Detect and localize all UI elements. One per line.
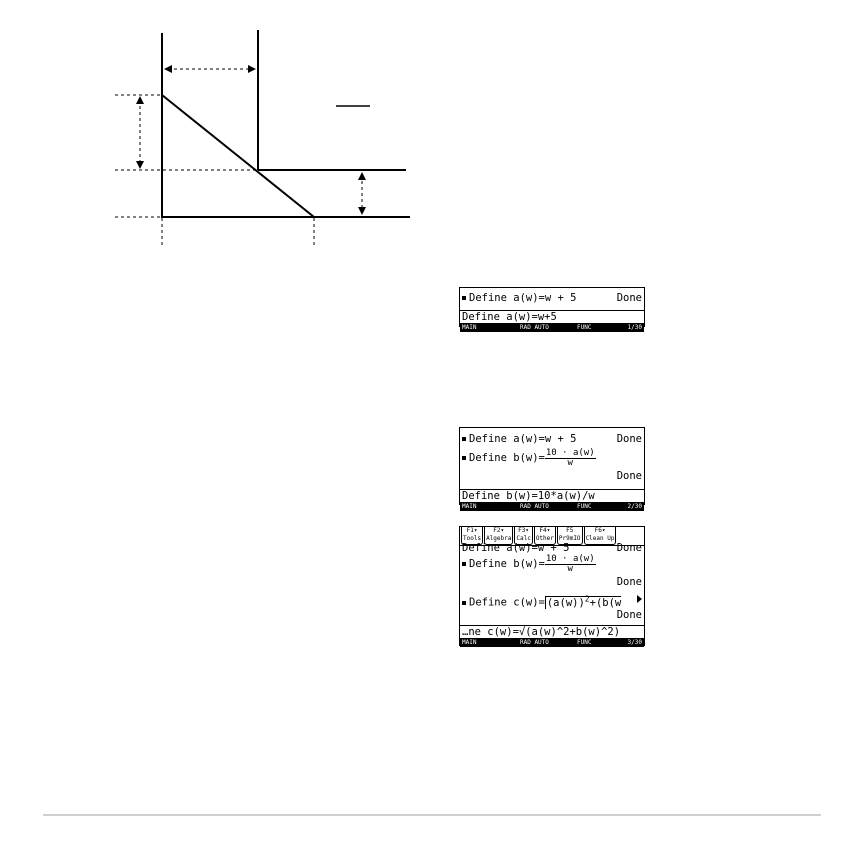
status-bar bbox=[460, 503, 644, 511]
status-bar bbox=[460, 639, 644, 647]
bullet-icon bbox=[462, 296, 466, 300]
sqrt-expression bbox=[545, 596, 621, 609]
diagonal-line bbox=[162, 95, 314, 217]
status-mode: MAIN bbox=[462, 324, 477, 331]
history-result: Done bbox=[616, 576, 642, 588]
history-prefix: Define b(w)= bbox=[469, 558, 545, 570]
arrowhead-left-up bbox=[136, 96, 144, 104]
status-bar bbox=[460, 324, 644, 332]
status-angle: RAD AUTO bbox=[520, 639, 549, 646]
tab-key: F1▾ bbox=[466, 527, 478, 534]
status-angle: RAD AUTO bbox=[520, 503, 549, 510]
status-angle: RAD AUTO bbox=[520, 324, 549, 331]
bullet-icon bbox=[462, 562, 466, 566]
tab-key: F3▾ bbox=[518, 527, 529, 534]
scroll-right-icon[interactable] bbox=[637, 595, 642, 603]
status-graph: FUNC bbox=[577, 503, 592, 510]
history-result: Done bbox=[616, 433, 642, 445]
history-row-a bbox=[460, 433, 644, 446]
history-prefix: Define c(w)= bbox=[469, 596, 545, 609]
entry-line[interactable]: Define b(w)=10*a(w)/w bbox=[460, 489, 644, 503]
tab-key: F2▾ bbox=[493, 527, 505, 534]
fraction-denominator: w bbox=[567, 457, 573, 468]
fraction-denominator: w bbox=[567, 563, 573, 574]
history-row-b bbox=[460, 446, 644, 470]
history-result-row bbox=[460, 609, 644, 622]
tab-label: Calc bbox=[516, 535, 531, 542]
status-count: 3/30 bbox=[627, 639, 642, 646]
fraction bbox=[545, 555, 596, 574]
history-row bbox=[460, 292, 644, 305]
status-count: 1/30 bbox=[627, 324, 642, 331]
tab-label: Algebra bbox=[486, 535, 512, 542]
history-prefix: Define b(w)= bbox=[469, 452, 545, 464]
fraction bbox=[545, 449, 596, 468]
fraction-numerator: 10 · a(w) bbox=[545, 447, 595, 458]
entry-line[interactable]: Define a(w)=w+5 bbox=[460, 310, 644, 324]
history-row-b bbox=[460, 552, 644, 576]
bottom-divider bbox=[43, 814, 821, 816]
history-result: Done bbox=[616, 292, 642, 304]
tab-key: F6▾ bbox=[594, 527, 606, 534]
fraction-numerator: 10 · a(w) bbox=[545, 553, 595, 564]
entry-line[interactable]: …ne c(w)=√(a(w)^2+b(w)^2) bbox=[460, 625, 644, 639]
tab-label: Other bbox=[535, 535, 554, 542]
tab-label: Pr9mIO bbox=[558, 535, 581, 542]
tab-key: F4▾ bbox=[539, 527, 551, 534]
arrowhead-right-down bbox=[358, 207, 366, 215]
history-result: Done bbox=[616, 542, 642, 554]
arrowhead-left-down bbox=[136, 161, 144, 169]
status-mode: MAIN bbox=[462, 639, 477, 646]
calculator-screen-2 bbox=[459, 427, 645, 510]
geometry-diagram bbox=[0, 0, 864, 260]
bullet-icon bbox=[462, 456, 466, 460]
arrowhead-top-left bbox=[164, 65, 172, 73]
status-count: 2/30 bbox=[627, 503, 642, 510]
tab-label: Tools bbox=[463, 535, 482, 542]
history-result-row bbox=[460, 576, 644, 589]
history-result-row bbox=[460, 470, 644, 483]
history-text: Define a(w)=w + 5 bbox=[469, 433, 577, 445]
tab-label: Clean Up bbox=[585, 535, 615, 542]
status-mode: MAIN bbox=[462, 503, 477, 510]
exponent: 2 bbox=[584, 594, 590, 603]
status-graph: FUNC bbox=[577, 324, 592, 331]
tab-key: F5 bbox=[566, 527, 574, 534]
history-result: Done bbox=[616, 470, 642, 482]
calculator-screen-3 bbox=[459, 526, 645, 646]
sqrt-rest: +(b(w bbox=[589, 596, 622, 609]
arrowhead-right-up bbox=[358, 172, 366, 180]
tab-clean-up[interactable] bbox=[584, 527, 617, 545]
history-text: Define a(w)=w + 5 bbox=[469, 292, 577, 304]
status-graph: FUNC bbox=[577, 639, 592, 646]
history-row-c bbox=[460, 589, 644, 609]
bullet-icon bbox=[462, 601, 466, 605]
arrowhead-top-right bbox=[248, 65, 256, 73]
sqrt-term: (a(w)) bbox=[546, 596, 585, 609]
bullet-icon bbox=[462, 437, 466, 441]
history-result: Done bbox=[616, 609, 642, 621]
calculator-screen-1 bbox=[459, 287, 645, 331]
history-text: Define a(w)=w + 5 bbox=[462, 542, 570, 554]
